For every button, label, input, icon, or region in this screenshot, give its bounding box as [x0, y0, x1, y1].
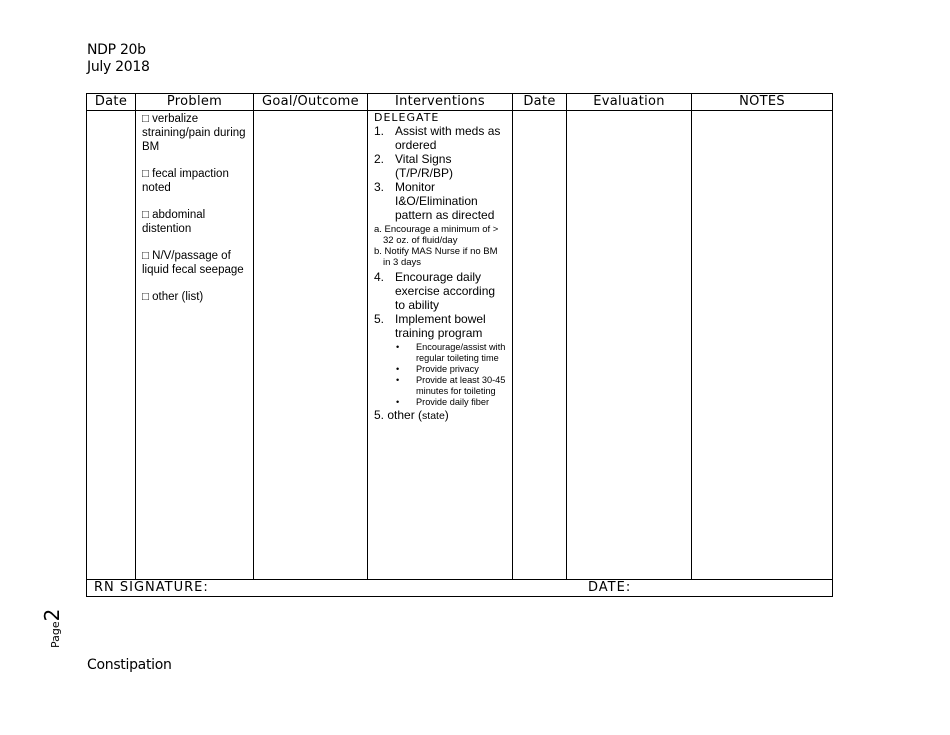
evaluation-cell[interactable]: [567, 111, 692, 580]
intervention-item: 1. Assist with meds as ordered: [374, 124, 501, 152]
intervention-item: 5. Implement bowel training program: [374, 312, 486, 340]
col-notes: NOTES: [692, 94, 833, 111]
col-problem: Problem: [136, 94, 254, 111]
intervention-bullet: • Encourage/assist with regular toileting time: [396, 342, 506, 363]
care-plan-table: [86, 93, 833, 597]
col-interventions: Interventions: [368, 94, 513, 111]
signature-row: [87, 580, 833, 597]
intervention-bullet: • Provide at least 30-45 minutes for toileting: [396, 375, 506, 396]
problem-item: □ fecal impaction noted: [142, 168, 229, 194]
page-number: 2: [40, 608, 64, 622]
problem-item: □ N/V/passage of liquid fecal seepage: [142, 250, 244, 276]
intervention-bullet: • Provide privacy: [396, 364, 479, 374]
document-code: NDP 20b: [87, 42, 146, 58]
page-label: Page: [49, 621, 62, 648]
intervention-subnote: a. Encourage a minimum of > 32 oz. of fluid/day: [374, 224, 499, 246]
intervention-item: 2. Vital Signs (T/P/R/BP): [374, 152, 454, 180]
date-cell[interactable]: [87, 111, 136, 580]
date-label: DATE:: [588, 580, 632, 595]
footer-title: Constipation: [87, 657, 172, 673]
intervention-bullet: • Provide daily fiber: [396, 397, 490, 407]
problem-cell: [136, 111, 254, 580]
rn-signature-label: RN SIGNATURE:: [94, 580, 209, 595]
col-date-2: Date: [513, 94, 567, 111]
intervention-item: 3. Monitor I&O/Elimination pattern as directed: [374, 180, 495, 222]
signature-cell[interactable]: [87, 580, 833, 597]
date-2-cell[interactable]: [513, 111, 567, 580]
col-goal-outcome: Goal/Outcome: [254, 94, 368, 111]
intervention-subnote: b. Notify MAS Nurse if no BM in 3 days: [374, 246, 498, 268]
header-row: [87, 94, 833, 111]
delegate-heading: DELEGATE: [374, 111, 440, 124]
problem-item: □ abdominal distention: [142, 209, 206, 235]
table-row: [87, 111, 833, 580]
page-number-marker: [36, 600, 64, 650]
interventions-cell: [368, 111, 513, 580]
col-date: Date: [87, 94, 136, 111]
problem-item: □ verbalize straining/pain during BM: [142, 113, 246, 153]
intervention-other: 5. other (state): [374, 408, 449, 422]
problem-item: □ other (list): [142, 291, 204, 303]
document-date: July 2018: [87, 59, 150, 75]
intervention-item: 4. Encourage daily exercise according to ability: [374, 270, 496, 312]
goal-outcome-cell[interactable]: [254, 111, 368, 580]
notes-cell[interactable]: [692, 111, 833, 580]
col-evaluation: Evaluation: [567, 94, 692, 111]
